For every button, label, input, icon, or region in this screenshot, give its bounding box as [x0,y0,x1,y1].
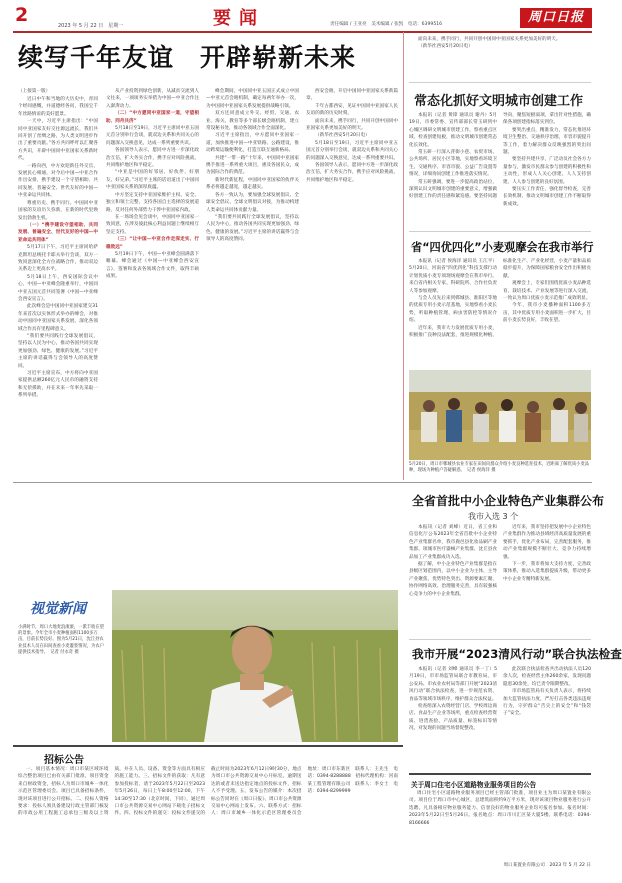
lead-headline: 续写千年友谊 开辟崭新未来 [18,43,357,72]
property-notice-title: 关于周口住宅小区道路物业服务项目的公告 [411,781,537,789]
rule [409,773,591,775]
article-body-industry-cluster: 本报讯（记者 刘峰）近日，省工业和信息化厅公布2023年全省首批中小企业特色产业集群名单，我市鹿邑县化妆品刷产业集群、项城市医疗器械产业集群、沈丘县食品加工产业集群成功入选。 据了解，中小企业特色产业集群是指在县级区划范围内，以中小企业为主体，主导产业聚焦、优势特色突出、资源要素汇聚、协作网络高效、治理服务完善，具有较强核心竞争力的中小企业集群。 近年来，我市坚持把发展中小企业特色产业集群作为推动县域经济高质量发展的重要抓手，优化产业布局，完善配套服务，推动产业集群规模不断壮大、竞争力持续增强。 下一步，我市将加大支持力度，完善政策体系，推动入选集群提质升级，带动更多中小企业专精特新发展。 [409,525,591,597]
article-subhead-industry-cluster: 我市入选 3 个 [468,512,519,521]
article-headline-civilized-city: 常态化抓好文明城市创建工作 [414,94,584,109]
rule [409,82,591,83]
page-date-line: 2023 年 5 月 22 日 星期一 [58,23,124,29]
property-notice-body: 周口住宅小区道路物业服务项目已经主管部门批准，项目业主为周口某置业有限公司。项目位于周口市中心城区，总建筑面积约9万平方米，现对该项目物业服务进行公开选聘。凡具备相应物业服务能力、信誉良好的物业服务企业均可报名参加。报名时间：2023年5月22日至5月26日。报名地点：周口市川汇区某大厦5楼。联系电话：0394-8166666 [409,791,591,826]
right-top-continuation: 面向未来，携手同行，共同开创中国同中亚国家关系更加美好的明天。 （新华社西安5月20日电） [418,37,561,50]
article-headline-wheat: 省“四优四化”小麦观摩会在我市举行 [411,241,594,254]
property-notice-signature: 周口某置业有限公司 2023 年 5 月 22 日 [503,863,591,868]
rule [409,639,591,640]
wheat-inspection-photo [112,590,398,742]
editor-line: 责任编辑 / 王亚亮 美术编辑 / 张凯 电话：6399516 [330,22,443,27]
article-body-clean-wind: 本报讯（记者 刘峰 通讯员 李一丁）5月19日，市市场监管局联合市教育局、市公安局、市农业农村局等部门开展“2023清风行动”联合执法检查，进一步规范农资、食品等领域市场秩序，维护群众合法权益。 检查组深入农资经营门店、学校周边商店、食品生产企业等场所，重点检查经营资质、进货查验、产品质量、标签标识等情况，对发现的问题当场督促整改。 此次联合执法检查共出动执法人员120余人次，检查经营主体260余家，发现问题隐患30余处，均已责令限期整改。 市市场监管局有关负责人表示，将持续加大监管执法力度，严厉打击各类违法违规行为，守护群众“舌尖上的安全”和“钱袋子”安全。 [409,667,591,732]
article-body-civilized-city: 本报讯（记者 黄锋 通讯员 谢丹）5月19日，市委常委、宣传部部长常玉研到中心城区调研文明城市创建工作，察看重点区域、检查创建短板，推动文明城市创建常态化长效化。 常玉研一行深入背街小巷、农贸市场、公共场所、居民小区等地，实地察看环境卫生、交通秩序、市容市貌、公益广告设置等情况，详细询问创建工作推进落实情况。 常玉研强调，要进一步提高政治站位，深刻认识文明城市创建的重要意义，增强做好创建工作的责任感和紧迫感。要坚持问题导向，聚焦短板弱项，拿出针对性措施，确保各项创建指标落实到位。 要突出重点，精准发力，常态化推进环境卫生整治、交通秩序治理、市容市貌提升等工作，着力解决群众反映强烈的突出问题。 要坚持共建共享，广泛动员社会各方力量参与，激发市民群众参与创建的积极性和主动性，形成人人关心创建、人人支持创建、人人参与创建的良好氛围。 要压实工作责任，强化督导检查，完善长效机制，推动文明城市创建工作不断取得新成效。 [409,113,591,207]
tender-notice-body: 一、项目基本情况：周口市某区域环境综合整治项目已由有关部门批准，项目资金来自财政资金，招标人为周口市城乡一体化示范区管理委员会。项目已具备招标条件，现对该项目进行公开招标。二、投标人资格要求：投标人须具备建设行政主管部门核发的市政公用工程施工总承包三级及以上资质，并在人员、设备、资金等方面具有相应的施工能力。三、招标文件的获取：凡有意参加投标者，请于2023年5月22日至2023年5月26日，每日上午8:00至12:00，下午14:30至17:30（北京时间，下同），通过周口市公共资源交易中心网站下载电子招标文件。四、投标文件的递交：投标文件递交的截止时间为2023年6月12日9时30分，地点为周口市公共资源交易中心开标室。逾期送达的或者未送达指定地点的投标文件，招标人不予受理。五、发布公告的媒介：本次招标公告同时在《周口日报》、周口市公共资源交易中心网站上发布。六、联系方式：招标人：周口市城乡一体化示范区管理委员会 地址：周口市东新区 联系人：王先生 电话：0394-8288888 招标代理机构：河南某工程管理有限公司 联系人：李女士 电话：0394-8299999 [18,767,398,817]
lead-column-1: 近日中午和当地的大历史中，青同个经同感慨，并道德经各问，我国宝千年丝路情谊的美好愿景。 一天中，习近平主席指出：“中国同中亚国家友好交往源远流长，我们共同开创了丝绸之路，为人类文明进步作出了重要贡献。”各方共同呼吁以汇聚各方共识，开辟中国同中亚国家关系新时代。 一路向西，中方欢迎新任外交官、发展民心相通，对今后中国—中亚合作作出安排，携手建设一个守望相助、共同发展、普遍安全、世代友好的中国—中亚命运共同体。 尊重历史、携手同行。中国同中亚国家的友谊历久弥新，在新的时代里焕发出勃勃生机。 （一）“携手建设守望相助、共同发展、普遍安全、世代友好的中国—中亚命运共同体” 5月17日下午，习近平主席同哈萨克斯坦总统托卡耶夫举行会谈，双方一致同意深化全方位战略合作，推动双边关系迈上更高水平。 5月18日上午，西安国际会议中心，中国—中亚峰会隆重举行，中国同中亚五国元首共同签署《中国—中亚峰会西安宣言》。 此次峰会是中国同中亚国家建交31年来首次以实体形式举办的峰会，对推动中国同中亚国家关系发展、深化各领域合作具有里程碑意义。 “我们要共同践行全球发展倡议，坚持以人民为中心，推动各国共同实现更加强劲、绿色、健康的发展。”习近平主席的讲话赢得与会领导人的高度赞同。 习近平主席宣布，中方将向中亚国家提供总额260亿元人民币的融资支持和无偿援助，并在未来一年率先采取一系列举措。 [18,97,98,399]
rule [409,231,591,232]
masthead-logo: 周口日报 [520,8,592,28]
wheat-field-photo [409,370,591,460]
lead-subhead: （上接第一版） [18,89,51,94]
page-number: 2 [15,4,29,26]
article-body-wheat: 本报讯（记者 侯海洋 通讯员 王江平）5月20日，河南省“四优四化”科技支撑行动计划优质小麦专项现场观摩会在我市举行。来自省内相关专家、科研院所、合作社负责人等参加观摩。 与会人员先后来到郸城县、淮阳区等地的优质专用小麦示范基地，实地察看小麦长势，听取种植管理、病虫害防控等情况介绍。 近年来，我市大力发展优质专用小麦，积极推广良种良法配套，推进规模化种植、标准化生产、产业化经营，小麦产量和品质稳步提升，为保障国家粮食安全作出积极贡献。 观摩会上，专家们围绕优质小麦品种选育、栽培技术、产业发展等进行深入交流，一致认为周口优质小麦示范推广成效明显。 今年，我市小麦播种面积1100多万亩，其中优质专用小麦面积进一步扩大，目前小麦长势良好，丰收在望。 [409,259,591,339]
rule [13,745,403,747]
header-rule [13,31,592,33]
tender-notice-title: 招标公告 [44,755,84,766]
wheat-photo-caption: 5月20日，周口市郸城县农业专家在田间向群众介绍小麦良种选育技术，近距离了解优质小麦品种，现场为种植户答疑解惑。 记者 侯海洋 摄 [409,462,590,474]
section-rule [13,482,592,483]
article-headline-clean-wind: 我市开展“2023清风行动”联合执法检查 [412,647,622,661]
article-headline-industry-cluster: 全省首批中小企业特色产业集群公布 [412,494,605,508]
section-title: 要闻 [213,8,265,29]
photo-news-label: 视觉新闻 [30,601,86,617]
lead-column-4: 西安会晤，开启中国同中亚国家关系新篇章。 千年古都西安，见证中国同中亚国家人民友谊的新的历史时刻。 面向未来，携手同行，共同开创中国同中亚国家关系更加美好的明天。 （新华社西安5月20日电） 5月18日至19日，习近平主席同中亚五国元首分别举行会谈，就双边关系和共同关心的问题深入交换意见，达成一系列重要共识。 各国领导人表示，愿同中方进一步深化政治互信，扩大务实合作，携手应对风险挑战，共同维护地区和平稳定。 [306,89,398,183]
photo-news-caption: 小满时节，周口大地麦浪滚滚，一派丰收在望的景象。今年全市小麦种植面积1100多万亩，目前长势良好。图为5月21日，沈丘县农业技术人员在田间查看小麦灌浆情况，为农户提供技术指导。 记者 付永奇 摄 [18,625,104,655]
column-divider [403,32,404,480]
lead-column-2: 从产业投资到绿色创新，从减贫交流到人文往来，一项项务实举措为中国—中亚合作注入澎湃动力。 （二）“中方愿同中亚国家一道，守望相助、同舟共济” 5月18日至19日，习近平主席同中亚五国元首分别举行会谈，就双边关系和共同关心的问题深入交换意见，达成一系列重要共识。 各国领导人表示，愿同中方进一步深化政治互信，扩大务实合作，携手应对风险挑战，共同维护地区和平稳定。 “中亚是中国的好邻居、好伙伴、好朋友、好兄弟。”习近平主席的话语道出了中国同中亚国家关系的深厚底蕴。 中方坚定支持中亚国家维护主权、安全、独立和领土完整，支持各国自主选择的发展道路，反对任何外部势力干涉中亚国家内政。 在一场场会见会谈中，中国同中亚国家一致同意，在涉及彼此核心利益问题上继续相互坚定支持。 （三）“让中国—中亚合作走深走实、行稳致远” 5月19日下午，中国—中亚峰会圆满落下帷幕。峰会通过《中国—中亚峰会西安宣言》，签署和发表各领域合作文件，取得丰硕成果。 [106,89,199,280]
lead-column-3: 峰会期间，中国同中亚五国正式成立中国—中亚元首会晤机制，确定每两年举办一次，为中国同中亚国家关系发展提供战略引领。 双方还同意成立外交、经贸、交通、农业、海关、教育等多个部长级会晤机制，建立常设秘书处，推动各领域合作全面深化。 习近平主席指出，中方愿同中亚国家一道，加快推进中国—中亚铁路、公路建设，推动跨境运输便利化，打造互联互通新格局。 共建“一带一路”十年来，中国同中亚国家携手推进一系列重大项目，惠及各国民众，成为国际合作的典范。 新时代新征程，中国同中亚国家的伙伴关系必将越走越宽，越走越实。 各方一致认为，要加强全球发展倡议、全球安全倡议、全球文明倡议对接，为推动构建人类命运共同体贡献力量。 “我们要共同践行全球发展倡议，坚持以人民为中心，推动各国共同实现更加强劲、绿色、健康的发展。”习近平主席的讲话赢得与会领导人的高度赞同。 [206,89,299,243]
